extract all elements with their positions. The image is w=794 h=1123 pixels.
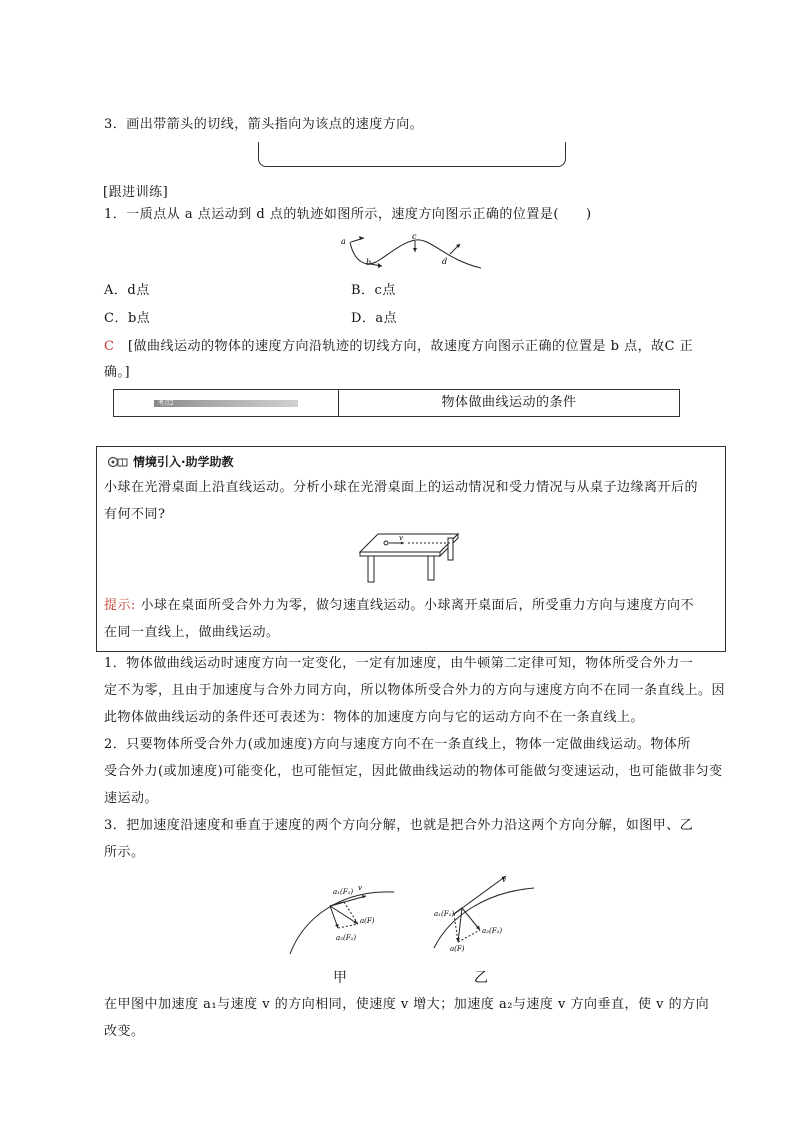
label-a: a	[341, 237, 346, 246]
gear-book-icon	[107, 456, 129, 468]
practice-question: 1．一质点从 a 点运动到 d 点的轨迹如图所示，速度方向图示正确的位置是( )	[104, 207, 592, 222]
label-b: b	[366, 258, 372, 267]
knowledge-point-header	[113, 389, 680, 417]
answer-line-2: 确。]	[104, 365, 131, 380]
answer-explanation: [做曲线运动的物体的速度方向沿轨迹的切线方向，故速度方向图示正确的位置是 b 点，故C 正	[114, 339, 694, 354]
point-3-line-2: 所示。	[104, 845, 145, 860]
conclusion-line-2: 改变。	[104, 1024, 145, 1039]
scenario-hint-1	[104, 592, 724, 620]
point-2-line-1: 2．只要物体所受合外力(或加速度)方向与速度方向不在一条直线上，物体一定做曲线运动。物体所	[104, 737, 691, 752]
yi-label-v: v	[502, 876, 506, 884]
table-figure	[356, 530, 462, 586]
knowledge-point-tag: 考点2	[154, 400, 298, 407]
yi-label-a2: a₂(F₂)	[482, 927, 503, 935]
scenario-heading-text: 情境引入·助学助教	[133, 455, 234, 469]
option-c[interactable]: C．b点	[104, 311, 151, 326]
scenario-question-2: 有何不同?	[104, 507, 166, 522]
label-d: d	[442, 257, 448, 266]
yi-label-aF: a(F)	[450, 945, 465, 952]
practice-tag: [跟进训练]	[103, 185, 169, 200]
label-c: c	[412, 232, 417, 241]
point-1-line-1: 1．物体做曲线运动时速度方向一定变化，一定有加速度，由牛顿第二定律可知，物体所受合外力一	[104, 656, 694, 671]
hint-text: 小球在桌面所受合外力为零，做匀速直线运动。小球离开桌面后，所受重力方向与速度方向不	[135, 598, 695, 613]
figure-yi-caption: 乙	[474, 970, 488, 986]
knowledge-point-tag-cell	[114, 390, 339, 416]
yi-label-a1: a₁(F₁)	[434, 910, 455, 918]
trajectory-figure	[336, 232, 486, 272]
answer-letter: C	[104, 339, 115, 354]
figure-jia	[286, 872, 398, 958]
conclusion-line-1: 在甲图中加速度 a₁与速度 v 的方向相同，使速度 v 增大；加速度 a₂与速度 v 方向垂直，使 v 的方向	[104, 997, 710, 1012]
figure-jia-caption: 甲	[333, 970, 347, 986]
point-2-line-3: 速运动。	[104, 791, 159, 806]
point-1-line-3: 此物体做曲线运动的条件还可表述为：物体的加速度方向与它的运动方向不在一条直线上。	[104, 710, 645, 725]
table-figure-v: v	[399, 534, 403, 542]
option-a[interactable]: A．d点	[104, 283, 150, 298]
jia-label-a2: a₂(F₂)	[336, 934, 357, 942]
point-1-line-2: 定不为零，且由于加速度与合外力同方向，所以物体所受合外力的方向与速度方向不在同一条直线上。因	[104, 683, 726, 698]
scenario-heading	[107, 453, 234, 470]
scenario-hint-2: 在同一直线上，做曲线运动。	[104, 625, 280, 640]
intro-item-3: 3．画出带箭头的切线，箭头指向为该点的速度方向。	[104, 117, 424, 132]
scenario-question-1: 小球在光滑桌面上沿直线运动。分析小球在光滑桌面上的运动情况和受力情况与从桌子边缘离开后的	[104, 480, 699, 495]
jia-label-a1: a₁(F₁)	[333, 888, 354, 896]
jia-label-v: v	[358, 884, 362, 892]
option-b[interactable]: B．c点	[351, 283, 396, 298]
jia-label-aF: a(F)	[360, 917, 375, 925]
figure-yi	[430, 872, 540, 952]
answer-line-1	[104, 333, 724, 361]
knowledge-point-title: 物体做曲线运动的条件	[441, 395, 577, 410]
answer-bracket-box	[258, 142, 566, 167]
hint-label: 提示:	[104, 598, 136, 613]
point-3-line-1: 3．把加速度沿速度和垂直于速度的两个方向分解，也就是把合外力沿这两个方向分解，如图甲、乙	[104, 818, 694, 833]
option-d[interactable]: D．a点	[351, 311, 398, 326]
point-2-line-2: 受合外力(或加速度)可能变化，也可能恒定，因此做曲线运动的物体可能做匀变速运动，也可能做非匀变	[104, 764, 723, 779]
